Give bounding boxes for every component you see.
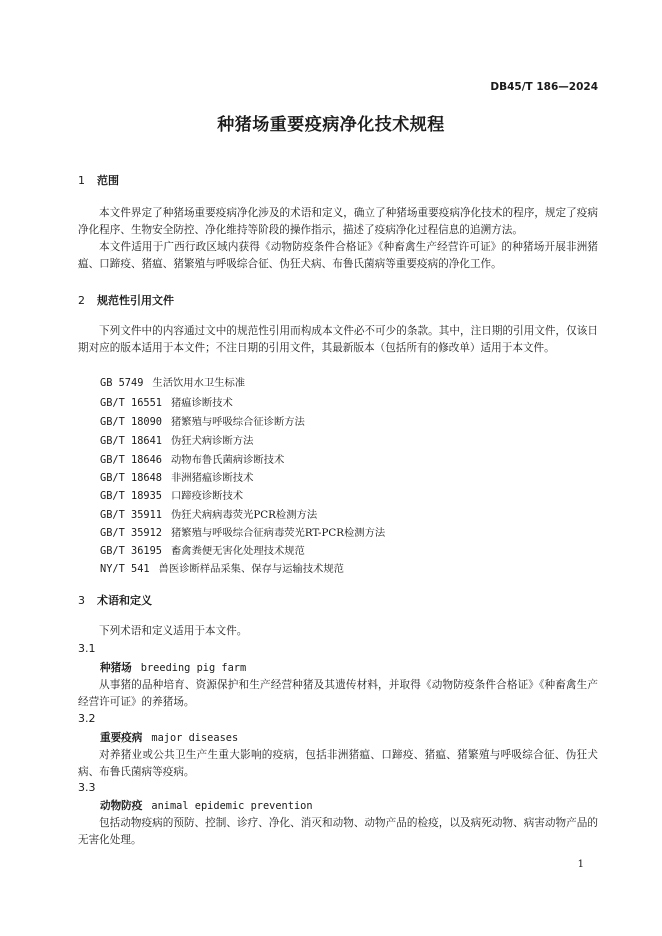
reference-item (100, 394, 233, 409)
section-3-heading (78, 592, 152, 608)
reference-code: GB/T 18648 (100, 472, 162, 484)
section-1-heading (78, 172, 119, 188)
term-en: major diseases (151, 732, 239, 744)
section-1-paragraph-1: 本文件界定了种猪场重要疫病净化涉及的术语和定义，确立了种猪场重要疫病净化技术的程序，规定了疫病净化程序、生物安全防控、净化维持等阶段的操作指示，描述了疫病净化过程信息的追溯方法。 (78, 207, 598, 236)
reference-item (100, 506, 317, 521)
reference-title: 兽医诊断样品采集、保存与运输技术规范 (158, 563, 344, 575)
term-definition: 对养猪业或公共卫生产生重大影响的疫病，包括非洲猪瘟、口蹄疫、猪瘟、猪繁殖与呼吸综合征、伪狂犬病、布鲁氏菌病等疫病。 (78, 749, 598, 778)
reference-title: 畜禽粪便无害化处理技术规范 (171, 545, 305, 557)
term-zh: 重要疫病 (100, 732, 143, 744)
term-number: 3.1 (78, 642, 96, 655)
reference-item (100, 413, 305, 428)
section-1-title: 范围 (97, 174, 119, 187)
reference-item (100, 432, 253, 447)
section-2-number: 2 (78, 294, 85, 307)
reference-code: GB/T 35911 (100, 509, 162, 521)
term-heading (100, 660, 246, 675)
reference-title: 猪繁殖与呼吸综合征病毒荧光RT-PCR检测方法 (171, 527, 386, 539)
term-number: 3.3 (78, 781, 96, 794)
reference-item (100, 542, 305, 557)
term-definition: 从事猪的品种培育、资源保护和生产经营种猪及其遗传材料，并取得《动物防疫条件合格证》《种畜禽生产经营许可证》的养猪场。 (78, 679, 598, 708)
term-definition: 包括动物疫病的预防、控制、诊疗、净化、消灭和动物、动物产品的检疫，以及病死动物、病害动物产品的无害化处理。 (78, 817, 598, 846)
section-2-title: 规范性引用文件 (97, 294, 174, 307)
section-3-number: 3 (78, 594, 85, 607)
reference-code: GB/T 16551 (100, 397, 162, 409)
document-title: 种猪场重要疫病净化技术规程 (217, 115, 445, 135)
term-heading (100, 798, 313, 813)
standard-number: DB45/T 186—2024 (490, 81, 598, 93)
term-zh: 动物防疫 (100, 800, 143, 812)
reference-item (100, 487, 243, 502)
page-number: 1 (577, 859, 584, 870)
reference-item (100, 469, 253, 484)
reference-code: GB/T 36195 (100, 545, 162, 557)
term-number: 3.2 (78, 712, 96, 725)
reference-code: GB/T 35912 (100, 527, 162, 539)
reference-code: GB/T 18646 (100, 454, 162, 466)
term-en: breeding pig farm (140, 662, 247, 674)
reference-code: GB 5749 (100, 377, 144, 389)
reference-item (100, 560, 344, 575)
reference-item (100, 451, 284, 466)
section-2-intro: 下列文件中的内容通过文中的规范性引用而构成本文件必不可少的条款。其中，注日期的引用文件，仅该日期对应的版本适用于本文件；不注日期的引用文件，其最新版本（包括所有的修改单）适用于本文件。 (78, 325, 598, 354)
reference-code: NY/T 541 (100, 563, 150, 575)
reference-item (100, 374, 245, 389)
section-3-title: 术语和定义 (97, 594, 152, 607)
reference-code: GB/T 18641 (100, 435, 162, 447)
reference-title: 伪狂犬病诊断方法 (171, 435, 254, 447)
reference-item (100, 524, 385, 539)
reference-title: 非洲猪瘟诊断技术 (171, 472, 254, 484)
section-1-number: 1 (78, 174, 85, 187)
term-heading (100, 730, 238, 745)
section-2-heading (78, 292, 174, 308)
term-en: animal epidemic prevention (151, 800, 313, 812)
reference-title: 生活饮用水卫生标准 (152, 377, 246, 389)
section-3-intro: 下列术语和定义适用于本文件。 (99, 625, 248, 637)
reference-code: GB/T 18090 (100, 416, 162, 428)
reference-code: GB/T 18935 (100, 490, 162, 502)
section-1-paragraph-2: 本文件适用于广西行政区域内获得《动物防疫条件合格证》《种畜禽生产经营许可证》的种猪场开展非洲猪瘟、口蹄疫、猪瘟、猪繁殖与呼吸综合征、伪狂犬病、布鲁氏菌病等重要疫病的净化工作。 (78, 241, 598, 270)
reference-title: 动物布鲁氏菌病诊断技术 (171, 454, 285, 466)
reference-title: 猪繁殖与呼吸综合征诊断方法 (171, 416, 305, 428)
reference-title: 口蹄疫诊断技术 (171, 490, 244, 502)
reference-title: 伪狂犬病病毒荧光PCR检测方法 (171, 509, 318, 521)
reference-title: 猪瘟诊断技术 (171, 397, 233, 409)
term-zh: 种猪场 (100, 662, 132, 674)
